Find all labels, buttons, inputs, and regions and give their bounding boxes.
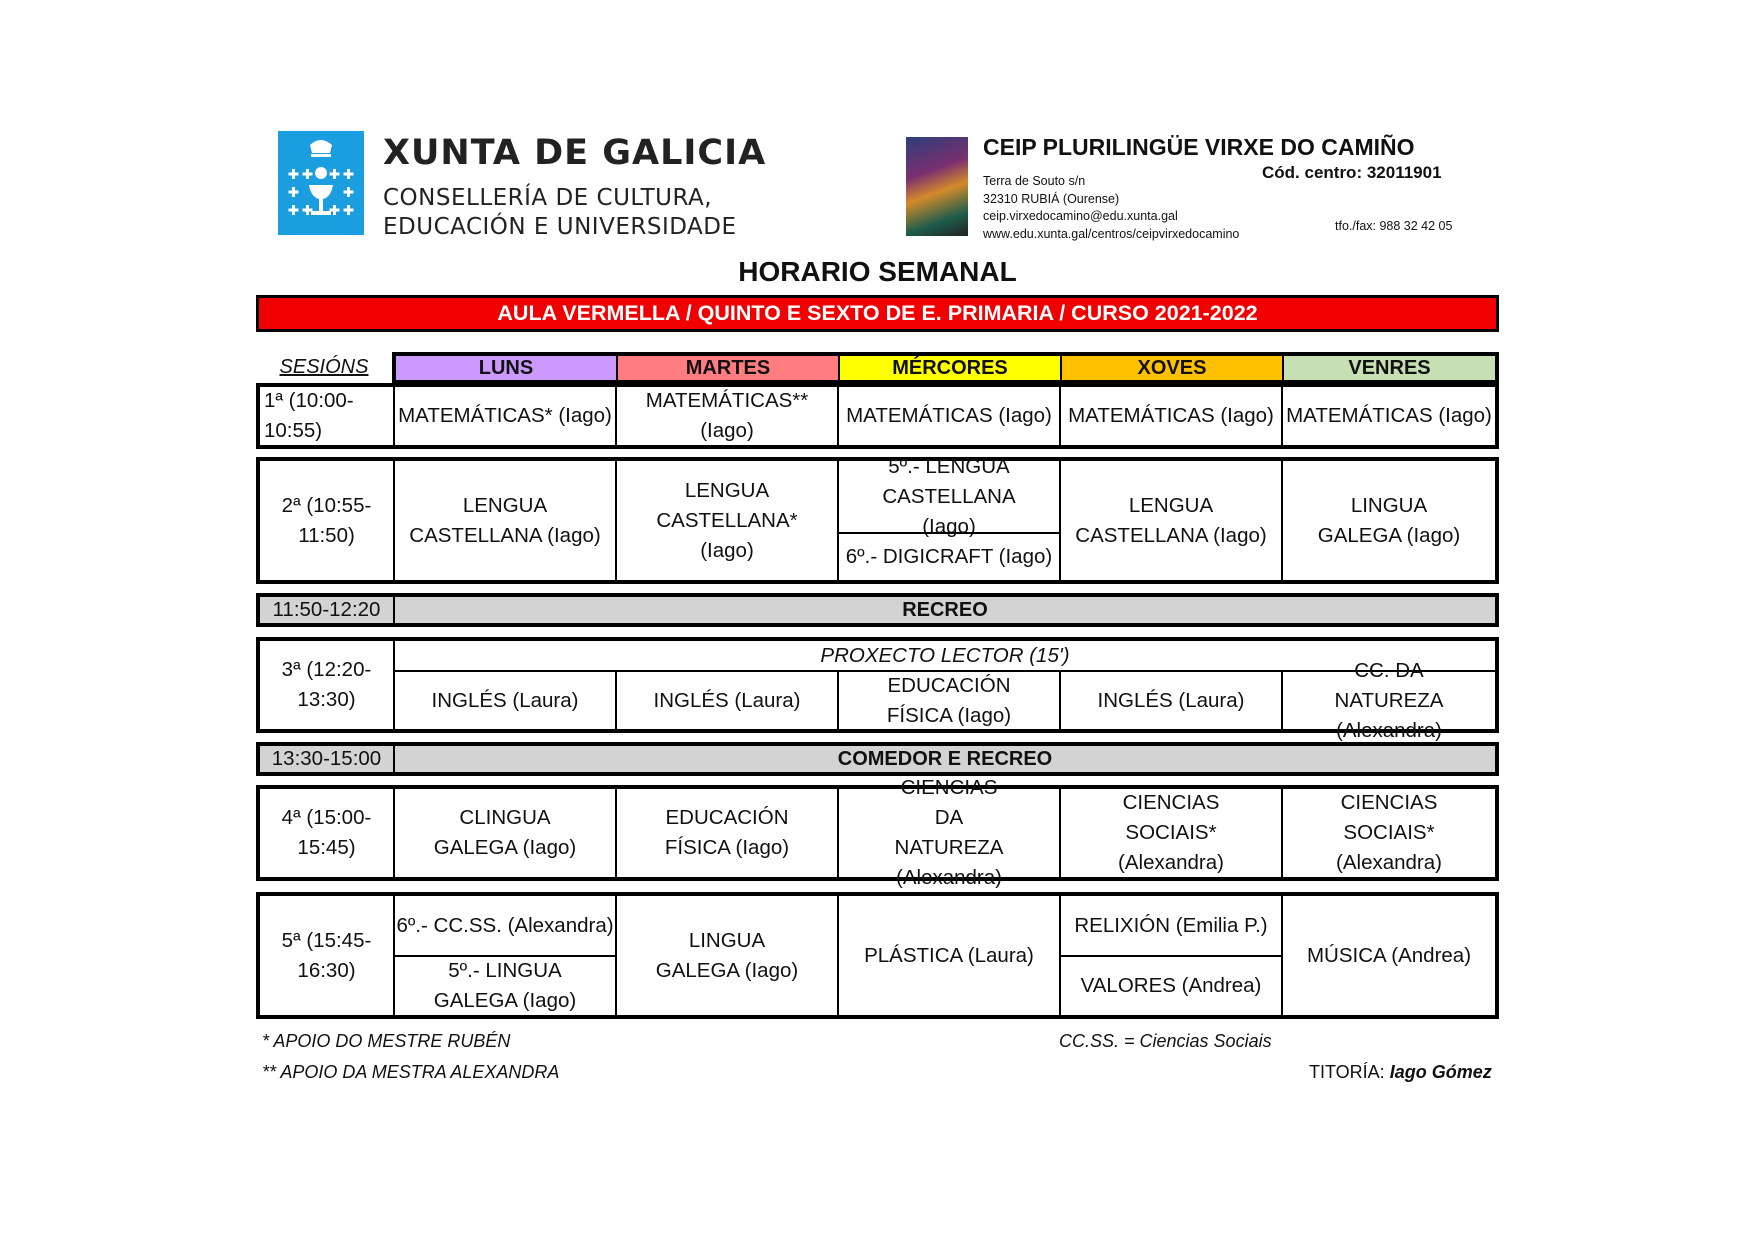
xunta-subtitle-line1: CONSELLERÍA DE CULTURA, — [383, 185, 713, 211]
class-cell-split-bottom: VALORES (Andrea) — [1059, 955, 1281, 1015]
class-cell: MÚSICA (Andrea) — [1281, 896, 1495, 1015]
tutor-label: TITORÍA: — [1309, 1062, 1385, 1082]
session-row-2 — [256, 454, 1499, 584]
class-cell-split-top: RELIXIÓN (Emilia P.) — [1059, 896, 1281, 955]
class-cell-split-bottom: 5º.- LINGUA GALEGA (Iago) — [393, 955, 615, 1015]
day-header-mercores: MÉRCORES — [838, 356, 1060, 380]
break-time: 13:30-15:00 — [260, 746, 393, 772]
class-cell: MATEMÁTICAS (Iago) — [837, 387, 1059, 445]
school-name: CEIP PLURILINGÜE VIRXE DO CAMIÑO — [983, 134, 1415, 160]
class-cell: PLÁSTICA (Laura) — [837, 896, 1059, 1015]
class-cell: CC. DA NATUREZA (Alexandra) — [1281, 670, 1495, 729]
day-header-xoves: XOVES — [1060, 356, 1282, 380]
school-phone: tfo./fax: 988 32 42 05 — [1335, 219, 1453, 233]
session-row-3 — [256, 637, 1499, 742]
class-cell: LENGUA CASTELLANA* (Iago) — [615, 461, 837, 580]
session-time: 4ª (15:00-15:45) — [281, 806, 372, 859]
tutor-name: Iago Gómez — [1389, 1062, 1492, 1082]
xunta-subtitle-line2: EDUCACIÓN E UNIVERSIDADE — [383, 214, 737, 240]
session-row-1 — [256, 383, 1499, 449]
class-cell: EDUCACIÓN FÍSICA (Iago) — [837, 670, 1059, 729]
class-subtitle-bar: AULA VERMELLA / QUINTO E SEXTO DE E. PRIMARIA / CURSO 2021-2022 — [256, 295, 1499, 332]
class-cell-split-bottom: 6º.- DIGICRAFT (Iago) — [837, 532, 1059, 580]
break-row-comedor — [256, 742, 1499, 776]
session-time: 3ª (12:20-13:30) — [281, 658, 372, 711]
xunta-title: XUNTA DE GALICIA — [383, 133, 767, 173]
school-address2: 32310 RUBIÁ (Ourense) — [983, 191, 1120, 206]
break-label: RECREO — [393, 597, 1495, 623]
session-time: 1ª (10:00-10:55) — [264, 389, 354, 442]
xunta-subtitle — [383, 184, 737, 242]
footnote-1: * APOIO DO MESTRE RUBÉN — [262, 1031, 511, 1051]
school-web[interactable]: www.edu.xunta.gal/centros/ceipvirxedocamino — [983, 226, 1240, 241]
session-time: 5ª (15:45-16:30) — [281, 928, 372, 982]
class-cell: LENGUA CASTELLANA (Iago) — [393, 461, 615, 580]
class-cell: LINGUA GALEGA (Iago) — [1281, 461, 1495, 580]
page-title: HORARIO SEMANAL — [738, 256, 1017, 287]
class-cell: INGLÉS (Laura) — [615, 670, 837, 729]
class-cell: LINGUA GALEGA (Iago) — [615, 896, 837, 1015]
school-code: Cód. centro: 32011901 — [1262, 163, 1442, 182]
class-cell: EDUCACIÓN FÍSICA (Iago) — [615, 789, 837, 877]
class-cell: INGLÉS (Laura) — [393, 670, 615, 729]
day-header-martes: MARTES — [616, 356, 838, 380]
break-row-recreo — [256, 593, 1499, 627]
class-cell: INGLÉS (Laura) — [1059, 670, 1281, 729]
sessions-label: SESIÓNS — [279, 356, 369, 378]
break-time: 11:50-12:20 — [260, 597, 393, 623]
class-cell-split-top: 6º.- CC.SS. (Alexandra) — [393, 896, 615, 955]
school-contact — [983, 167, 1239, 243]
days-header-row — [392, 352, 1499, 384]
class-cell-split-top: 5º.- LENGUA CASTELLANA (Iago) — [837, 461, 1059, 532]
day-header-venres: VENRES — [1282, 356, 1495, 380]
session-time: 2ª (10:55-11:50) — [281, 493, 372, 547]
xunta-emblem-icon — [278, 131, 364, 235]
class-cell: MATEMÁTICAS** (Iago) — [615, 387, 837, 445]
session-row-4 — [256, 776, 1499, 889]
class-cell: LENGUA CASTELLANA (Iago) — [1059, 461, 1281, 580]
xunta-logo — [278, 131, 364, 235]
class-cell: CIENCIAS SOCIAIS* (Alexandra) — [1281, 789, 1495, 877]
class-cell: CLINGUA GALEGA (Iago) — [393, 789, 615, 877]
day-header-luns: LUNS — [396, 356, 616, 380]
class-cell: MATEMÁTICAS (Iago) — [1281, 387, 1495, 445]
class-cell: CIENCIAS DA NATUREZA (Alexandra) — [837, 789, 1059, 877]
footnote-2: ** APOIO DA MESTRA ALEXANDRA — [262, 1062, 560, 1082]
session-row-5 — [256, 892, 1499, 1019]
school-email[interactable]: ceip.virxedocamino@edu.xunta.gal — [983, 209, 1178, 223]
abbreviation-note: CC.SS. = Ciencias Sociais — [1059, 1031, 1272, 1051]
class-cell: MATEMÁTICAS* (Iago) — [393, 387, 615, 445]
class-cell: CIENCIAS SOCIAIS* (Alexandra) — [1059, 789, 1281, 877]
school-address1: Terra de Souto s/n — [983, 174, 1086, 188]
tutor-line — [1309, 1062, 1492, 1083]
reading-project-banner: PROXECTO LECTOR (15') — [393, 641, 1495, 670]
class-cell: MATEMÁTICAS (Iago) — [1059, 387, 1281, 445]
break-label: COMEDOR E RECREO — [393, 746, 1495, 772]
school-picture — [906, 137, 968, 236]
